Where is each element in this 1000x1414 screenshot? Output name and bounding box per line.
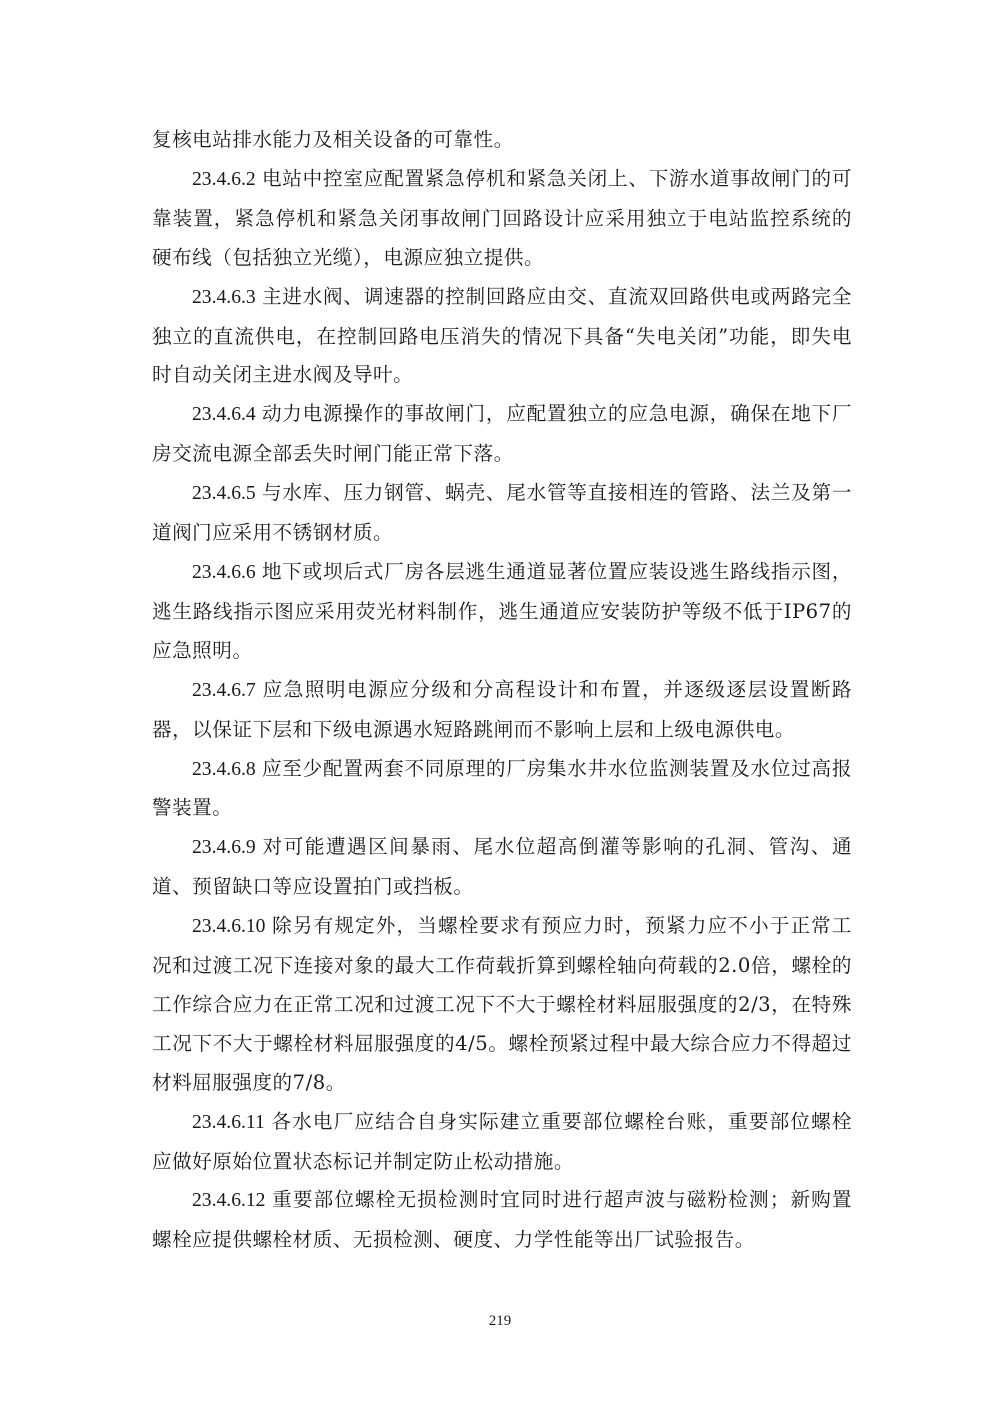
- clause-23-4-6-2: [152, 160, 852, 278]
- clause-number: 23.4.6.7: [192, 679, 256, 701]
- clause-23-4-6-12: [152, 1181, 852, 1260]
- clause-number: 23.4.6.10: [192, 916, 266, 938]
- clause-text: 与水库、压力钢管、蜗壳、尾水管等直接相连的管路、法兰及第一道阀门应采用不锈钢材质。: [152, 481, 852, 545]
- clause-text: 各水电厂应结合自身实际建立重要部位螺栓台账，重要部位螺栓应做好原始位置状态标记并制定防止松动措施。: [152, 1109, 852, 1173]
- clause-text: 应急照明电源应分级和分高程设计和布置，并逐级逐层设置断路器，以保证下层和下级电源遇水短路跳闸而不影响上层和上级电源供电。: [152, 677, 852, 741]
- clause-23-4-6-10: [152, 907, 852, 1103]
- clause-text: 重要部位螺栓无损检测时宜同时进行超声波与磁粉检测；新购置螺栓应提供螺栓材质、无损检测、硬度、力学性能等出厂试验报告。: [152, 1188, 852, 1252]
- clause-text: 动力电源操作的事故闸门，应配置独立的应急电源，确保在地下厂房交流电源全部丢失时闸门能正常下落。: [152, 402, 852, 466]
- clause-23-4-6-3: [152, 278, 852, 396]
- page-number: 219: [488, 1313, 512, 1329]
- body-text: [152, 121, 852, 1260]
- clause-number: 23.4.6.5: [192, 483, 256, 505]
- clause-23-4-6-5: [152, 474, 852, 553]
- paragraph-text: 复核电站排水能力及相关设备的可靠性。: [152, 128, 514, 151]
- clause-number: 23.4.6.11: [192, 1111, 265, 1133]
- clause-number: 23.4.6.12: [192, 1190, 266, 1212]
- clause-number: 23.4.6.3: [192, 286, 256, 308]
- clause-number: 23.4.6.8: [192, 758, 256, 780]
- clause-number: 23.4.6.6: [192, 561, 256, 583]
- clause-23-4-6-11: [152, 1103, 852, 1182]
- clause-number: 23.4.6.9: [192, 837, 256, 859]
- clause-23-4-6-7: [152, 671, 852, 750]
- clause-23-4-6-6: [152, 553, 852, 671]
- clause-text: 应至少配置两套不同原理的厂房集水井水位监测装置及水位过高报警装置。: [152, 756, 852, 820]
- clause-23-4-6-9: [152, 828, 852, 907]
- clause-23-4-6-4: [152, 395, 852, 474]
- clause-number: 23.4.6.4: [192, 404, 256, 426]
- clause-text: 对可能遭遇区间暴雨、尾水位超高倒灌等影响的孔洞、管沟、通道、预留缺口等应设置拍门或挡板。: [152, 835, 852, 899]
- paragraph-continuation: [152, 121, 852, 160]
- clause-number: 23.4.6.2: [192, 168, 256, 190]
- clause-23-4-6-8: [152, 750, 852, 829]
- clause-text: 地下或坝后式厂房各层逃生通道显著位置应装设逃生路线指示图，逃生路线指示图应采用荧光材料制作，逃生通道应安装防护等级不低于IP67的应急照明。: [152, 559, 852, 662]
- clause-text: 除另有规定外，当螺栓要求有预应力时，预紧力应不小于正常工况和过渡工况下连接对象的最大工作荷载折算到螺栓轴向荷载的2.0倍，螺栓的工作综合应力在正常工况和过渡工况下不大于螺栓材料屈服强度的2/3，在特殊工况下不大于螺栓材料屈服强度的4/5。螺栓预紧过程中最大综合应力不得超过材料屈服强度的7/8。: [152, 914, 852, 1094]
- clause-text: 电站中控室应配置紧急停机和紧急关闭上、下游水道事故闸门的可靠装置，紧急停机和紧急关闭事故闸门回路设计应采用独立于电站监控系统的硬布线（包括独立光缆），电源应独立提供。: [152, 166, 852, 269]
- clause-text: 主进水阀、调速器的控制回路应由交、直流双回路供电或两路完全独立的直流供电，在控制回路电压消失的情况下具备“失电关闭”功能，即失电时自动关闭主进水阀及导叶。: [152, 284, 852, 387]
